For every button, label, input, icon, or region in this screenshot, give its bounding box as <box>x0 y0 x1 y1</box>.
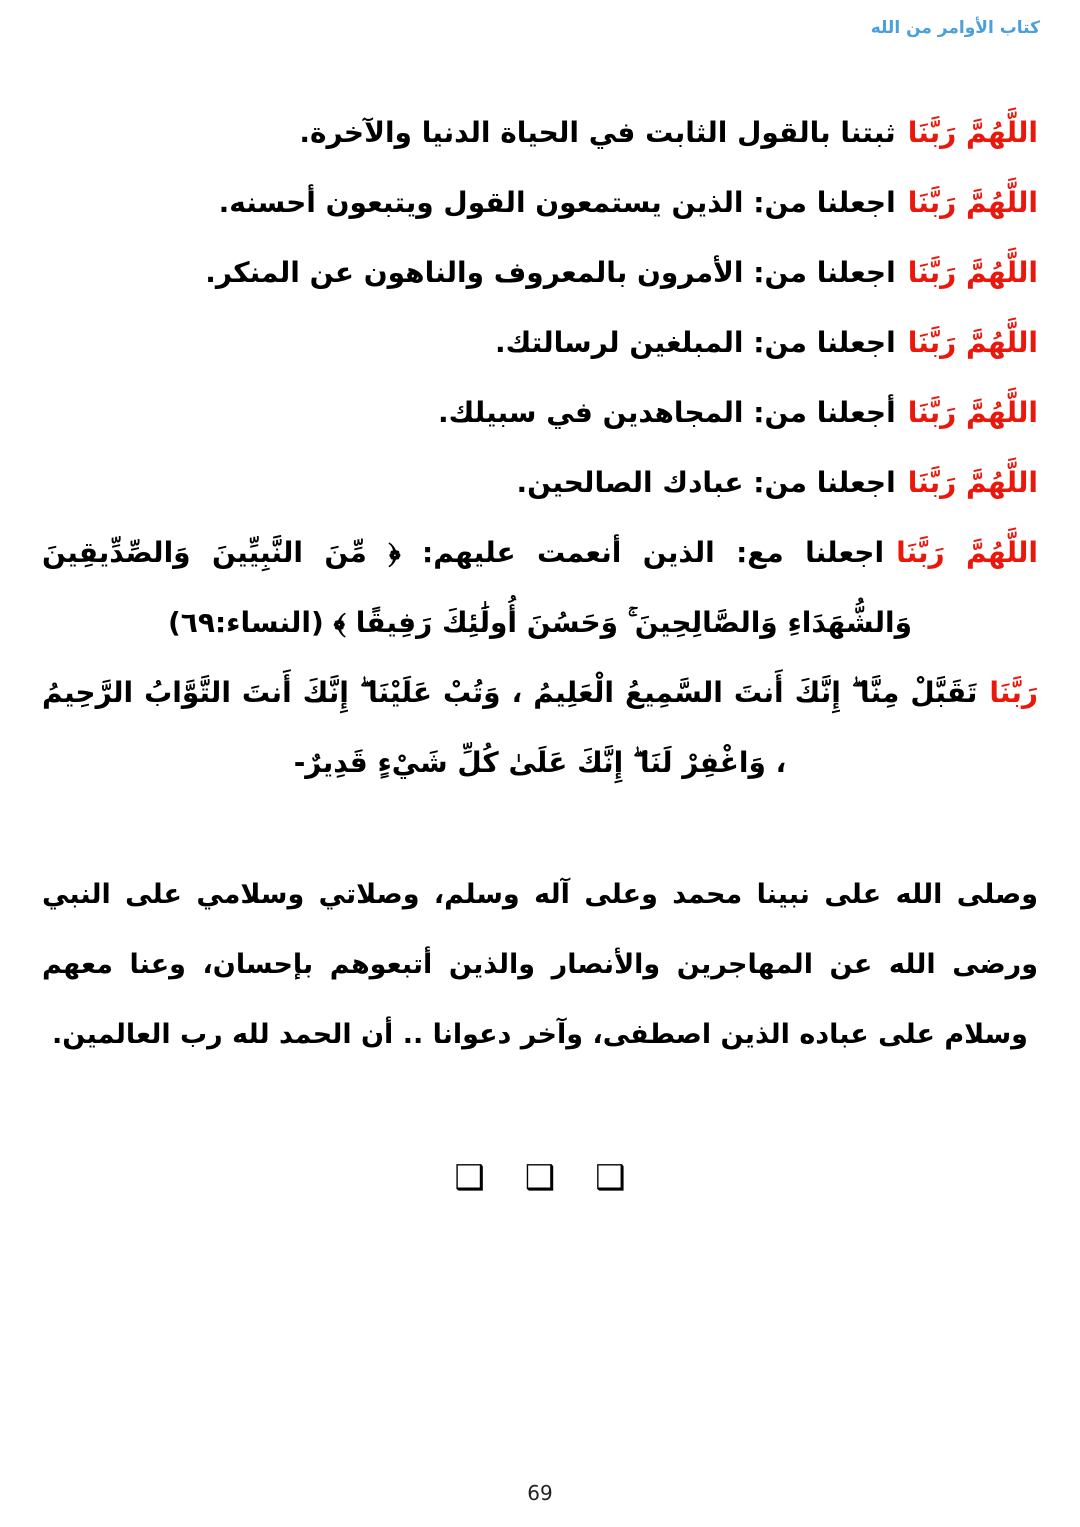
dua-line <box>42 168 1038 238</box>
dua-text: اجعلنا من: الذين يستمعون القول ويتبعون أحسنه. <box>218 186 896 219</box>
dua-text: ثبتنا بالقول الثابت في الحياة الدنيا والآخرة. <box>299 116 896 149</box>
dua-line-rabbana <box>42 658 1038 798</box>
dua-leadin: اللَّهُمَّ رَبَّنَا <box>907 396 1038 429</box>
dua-line <box>42 238 1038 308</box>
closing-paragraph: وصلى الله على نبينا محمد وعلى آله وسلم، وصلاتي وسلامي على النبي ورضى الله عن المهاجرين والأنصار والذين أتبعوهم بإحسان، وعنا معهم وسلام على عباده الذين اصطفى، وآخر دعوانا .. أن الحمد لله رب العالمين. <box>42 879 1038 1050</box>
dua-line-with-quran-verse <box>42 518 1038 658</box>
running-header-title: كتاب الأوامر من الله <box>870 18 1040 38</box>
shadowed-square-icon: ❑ <box>524 1158 556 1198</box>
dua-text-quran-verse: اجعلنا مع: الذين أنعمت عليهم: ﴿ مِّنَ النَّبِيِّينَ وَالصِّدِّيقِينَ وَالشُّهَدَاءِ وَالصَّالِحِينَ ۚ وَحَسُنَ أُولَٰئِكَ رَفِيقًا ﴾ (النساء:٦٩) <box>42 536 913 639</box>
dua-line <box>42 308 1038 378</box>
dua-leadin: اللَّهُمَّ رَبَّنَا <box>896 536 1038 569</box>
dua-leadin: اللَّهُمَّ رَبَّنَا <box>907 326 1038 359</box>
dua-leadin: رَبَّنَا <box>989 676 1038 709</box>
dua-text: أجعلنا من: المجاهدين في سبيلك. <box>437 396 896 429</box>
dua-leadin: اللَّهُمَّ رَبَّنَا <box>907 186 1038 219</box>
dua-line <box>42 98 1038 168</box>
dua-text: اجعلنا من: الأمرون بالمعروف والناهون عن المنكر. <box>205 256 896 289</box>
dua-text: اجعلنا من: عبادك الصالحين. <box>516 466 896 499</box>
dua-leadin: اللَّهُمَّ رَبَّنَا <box>907 256 1038 289</box>
page-number: 69 <box>527 1481 553 1505</box>
dua-line <box>42 448 1038 518</box>
dua-line <box>42 378 1038 448</box>
page-footer <box>0 1481 1080 1505</box>
shadowed-square-icon: ❑ <box>454 1158 485 1198</box>
dua-leadin: اللَّهُمَّ رَبَّنَا <box>907 466 1038 499</box>
dua-text: تَقَبَّلْ مِنَّا ۖ إِنَّكَ أَنتَ السَّمِيعُ الْعَلِيمُ ، وَتُبْ عَلَيْنَا ۖ إِنَّكَ أَنتَ التَّوَّابُ الرَّحِيمُ ، وَاغْفِرْ لَنَا ۖ إِنَّكَ عَلَىٰ كُلِّ شَيْءٍ قَدِيرٌ- <box>42 676 978 779</box>
end-of-chapter-marker <box>42 1158 1038 1198</box>
shadowed-square-icon: ❑ <box>595 1158 626 1198</box>
dua-text: اجعلنا من: المبلغين لرسالتك. <box>494 326 896 359</box>
dua-leadin: اللَّهُمَّ رَبَّنَا <box>907 116 1038 149</box>
